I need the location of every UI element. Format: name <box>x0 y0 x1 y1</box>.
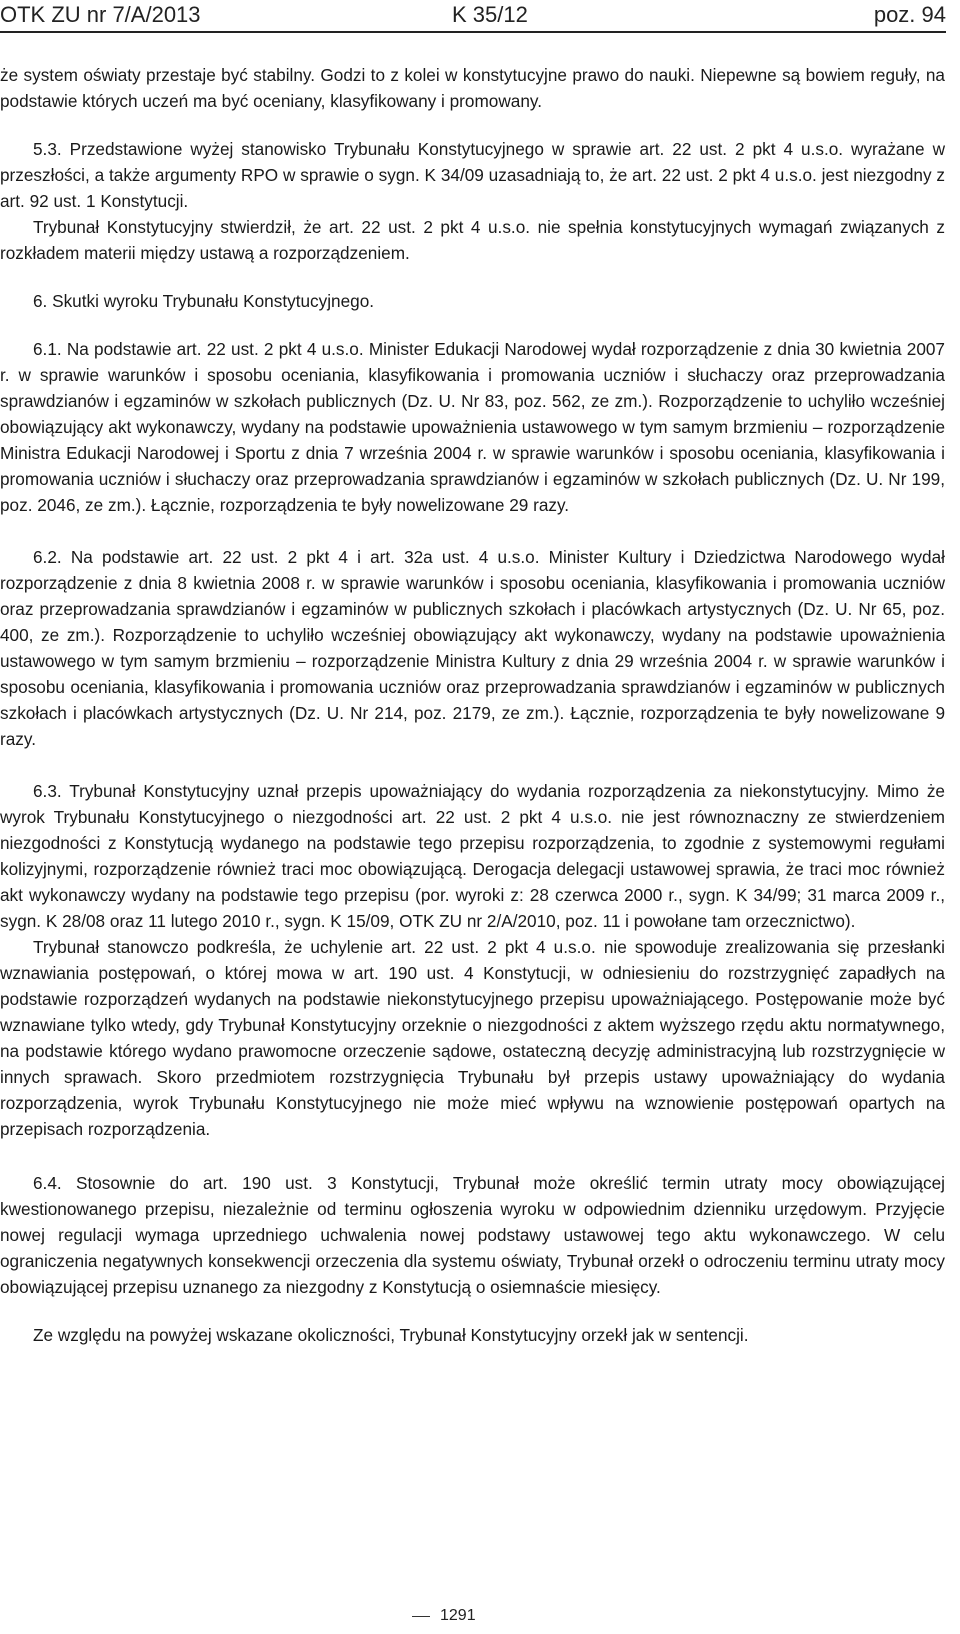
section-heading-6: 6. Skutki wyroku Trybunału Konstytucyjnego. <box>33 291 375 311</box>
footer-dash <box>412 1616 430 1617</box>
paragraph-6-3: 6.3. Trybunał Konstytucyjny uznał przepis upoważniający do wydania rozporządzenia za niekonstytucyjny. Mimo że wyrok Trybunału Konstytucyjnego o niezgodności art. 22 ust. 2 pkt 4 u.s.o. nie jest równoznaczny ze stwierdzeniem niezgodności z Konstytucją wydanego na podstawie tego przepisu rozporządzenia, to zgodnie z systemowymi regułami kolizyjnymi, rozporządzenie również traci moc obowiązującą. Derogacja delegacji ustawowej sprawia, że traci moc również akt wykonawczy wydany na podstawie tego przepisu (por. wyroki z: 28 czerwca 2000 r., sygn. K 34/99; 31 marca 2009 r., sygn. K 28/08 oraz 11 lutego 2010 r., sygn. K 15/09, OTK ZU nr 2/A/2010, poz. 11 i powołane tam orzecznictwo). <box>0 781 945 931</box>
paragraph-6-4: 6.4. Stosownie do art. 190 ust. 3 Konstytucji, Trybunał może określić termin utraty mocy obowiązującej kwestionowanego przepisu, niezależnie od terminu ogłoszenia wyroku w odpowiednim dzienniku urzędowym. Przyjęcie nowej regulacji wymaga uprzedniego uchwalenia nowej podstawy ustawowej tego aktu wykonawczego. W celu ograniczenia negatywnych konsekwencji orzeczenia dla systemu oświaty, Trybunał orzekł o odroczeniu terminu utraty mocy obowiązującej przepisu uznanego za niezgodny z Konstytucją o osiemnaście miesięcy. <box>0 1173 945 1297</box>
page-footer <box>0 1604 960 1628</box>
paragraph-6-1: 6.1. Na podstawie art. 22 ust. 2 pkt 4 u.s.o. Minister Edukacji Narodowej wydał rozporządzenie z dnia 30 kwietnia 2007 r. w sprawie warunków i sposobu oceniania, klasyfikowania i promowania uczniów i słuchaczy oraz przeprowadzania sprawdzianów i egzaminów w szkołach publicznych (Dz. U. Nr 83, poz. 562, ze zm.). Rozporządzenie to uchyliło wcześniej obowiązujący akt wykonawczy, wydany na podstawie upoważnienia ustawowego w tym samym brzmieniu – rozporządzenie Ministra Edukacji Narodowej i Sportu z dnia 7 września 2004 r. w sprawie warunków i sposobu oceniania, klasyfikowania i promowania uczniów i słuchaczy oraz przeprowadzania sprawdzianów i egzaminów w szkołach publicznych (Dz. U. Nr 199, poz. 2046, ze zm.). Łącznie, rozporządzenia te były nowelizowane 29 razy. <box>0 339 945 515</box>
paragraph-5-3: 5.3. Przedstawione wyżej stanowisko Trybunału Konstytucyjnego w sprawie art. 22 ust. 2 pkt 4 u.s.o. wyrażane w przeszłości, a także argumenty RPO w sprawie o sygn. K 34/09 uzasadniają to, że art. 22 ust. 2 pkt 4 u.s.o. jest niezgodny z art. 92 ust. 1 Konstytucji. <box>0 139 945 211</box>
document-body <box>0 62 945 1348</box>
page-header <box>0 0 960 34</box>
paragraph-continuation: że system oświaty przestaje być stabilny. Godzi to z kolei w konstytucyjne prawo do nauki. Niepewne są bowiem reguły, na podstawie których uczeń ma być oceniany, klasyfikowany i promowany. <box>0 65 945 111</box>
paragraph-6-2: 6.2. Na podstawie art. 22 ust. 2 pkt 4 i art. 32a ust. 4 u.s.o. Minister Kultury i Dziedzictwa Narodowego wydał rozporządzenie z dnia 8 kwietnia 2008 r. w sprawie warunków i sposobu oceniania, klasyfikowania i promowania uczniów oraz przeprowadzania sprawdzianów i egzaminów w publicznych szkołach i placówkach artystycznych (Dz. U. Nr 65, poz. 400, ze zm.). Rozporządzenie to uchyliło wcześniej obowiązujący akt wykonawczy, wydany na podstawie upoważnienia ustawowego w tym samym brzmieniu – rozporządzenie Ministra Kultury z dnia 29 września 2004 r. w sprawie warunków i sposobu oceniania, klasyfikowania i promowania uczniów oraz przeprowadzania sprawdzianów i egzaminów w publicznych szkołach i placówkach artystycznych (Dz. U. Nr 214, poz. 2179, ze zm.). Łącznie, rozporządzenia te były nowelizowane 9 razy. <box>0 547 945 749</box>
paragraph-closing: Ze względu na powyżej wskazane okoliczności, Trybunał Konstytucyjny orzekł jak w sentencji. <box>33 1325 749 1345</box>
position-number: poz. 94 <box>873 2 946 27</box>
paragraph-conclusion: Trybunał Konstytucyjny stwierdził, że art. 22 ust. 2 pkt 4 u.s.o. nie spełnia konstytucyjnych wymagań związanych z rozkładem materii między ustawą a rozporządzeniem. <box>0 217 945 263</box>
paragraph-tribunal-emphasis: Trybunał stanowczo podkreśla, że uchylenie art. 22 ust. 2 pkt 4 u.s.o. nie spowoduje zrealizowania się przesłanki wznawiania postępowań, o której mowa w art. 190 ust. 4 Konstytucji, w odniesieniu do rozstrzygnięć zapadłych na podstawie rozporządzeń wydanych na podstawie niekonstytucyjnego przepisu upoważniającego. Postępowanie może być wznawiane tylko wtedy, gdy Trybunał Konstytucyjny orzeknie o niezgodności z aktem wyższego rzędu aktu normatywnego, na podstawie którego wydano prawomocne orzeczenie sądowe, ostateczną decyzję administracyjną lub rozstrzygnięcie w innych sprawach. Skoro przedmiotem rozstrzygnięcia Trybunału był przepis ustawy upoważniający do wydania rozporządzenia, wyrok Trybunału Konstytucyjnego nie może mieć wpływu na wznowienie postępowań opartych na przepisach rozporządzenia. <box>0 937 945 1139</box>
header-divider <box>0 31 946 33</box>
case-signature: K 35/12 <box>452 2 528 27</box>
page-number: 1291 <box>440 1607 476 1624</box>
journal-reference: OTK ZU nr 7/A/2013 <box>0 2 201 27</box>
